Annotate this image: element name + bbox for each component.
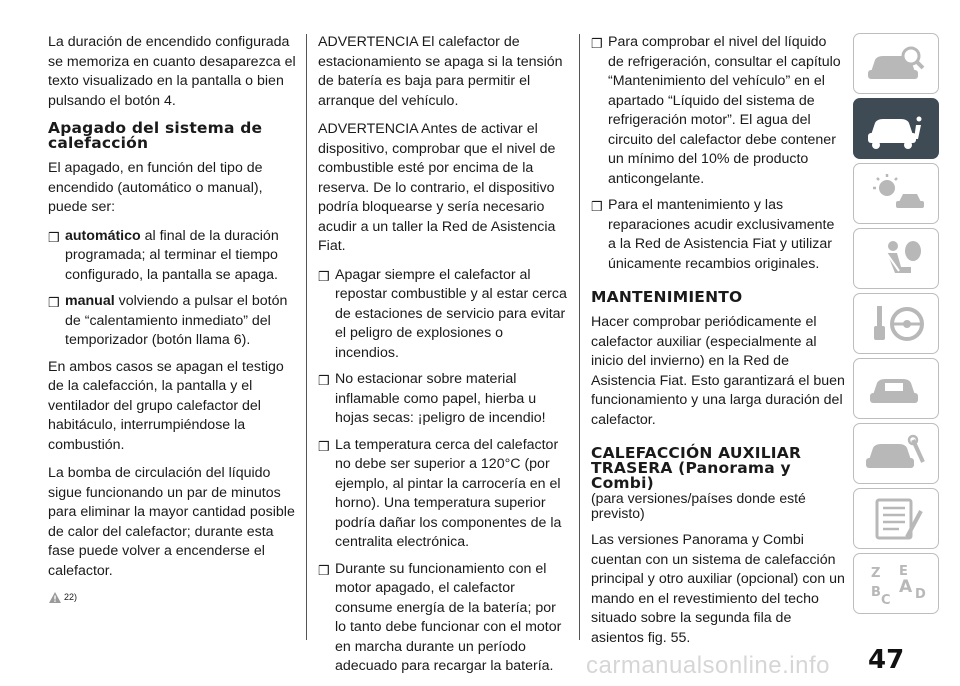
- tab-car-info[interactable]: [853, 98, 939, 159]
- tab-alphabetical-index[interactable]: [853, 553, 939, 614]
- bullet-box-icon: ❒: [591, 36, 603, 51]
- bullet-text: Para comprobar el nivel del líquido de refrigeración, consultar el capítulo “Mantenimiento del vehículo” en el apartado “Líquido del sistema de refrigeración motor”. El agua del circuito del calefactor debe contener un mínimo del 10% de producto anticongelante.: [608, 34, 841, 187]
- airbag-seat-icon: [863, 237, 929, 281]
- paragraph: Las versiones Panorama y Combi cuentan con un sistema de calefacción principal y otro auxiliar (opcional) con un mando en el revestimiento del techo situado sobre la segunda fila de asientos fig. 55.: [591, 532, 845, 646]
- car-maintenance-icon: [863, 432, 929, 476]
- bullet-box-icon: ❒: [318, 438, 330, 454]
- svg-text:E: E: [899, 563, 908, 579]
- list-item: [591, 33, 845, 189]
- tab-car-maintenance[interactable]: [853, 423, 939, 484]
- section-heading: CALEFACCIÓN AUXILIAR TRASERA (Panorama y Combi): [591, 444, 802, 492]
- watermark: carmanualsonline.info: [586, 652, 830, 679]
- list-item: [48, 227, 298, 286]
- bullet-text: La temperatura cerca del calefactor no debe ser superior a 120°C (por ejemplo, al pintar la carrocería en el horno). Una temperatura superior podría dañar los componentes de la centralita electrónica.: [335, 436, 562, 550]
- column-divider: [579, 34, 580, 640]
- warning-triangle-icon: [48, 591, 62, 604]
- svg-text:C: C: [881, 592, 891, 606]
- bullet-text: Para el mantenimiento y las reparaciones acudir exclusivamente a la Red de Asistencia Fiat y utilizar únicamente recambios originales.: [608, 197, 835, 272]
- key-steering-wheel-icon: [863, 302, 929, 346]
- car-info-icon: [863, 107, 929, 151]
- column-1: [48, 33, 298, 608]
- tab-car-search[interactable]: [853, 33, 939, 94]
- tab-warning-lights[interactable]: [853, 163, 939, 224]
- paragraph: Hacer comprobar periódicamente el calefactor auxiliar (especialmente al inicio del invierno) en la Red de Asistencia Fiat. Esto garantizará el buen funcionamiento y una larga duración del calefactor.: [591, 314, 845, 428]
- bullet-box-icon: ❒: [318, 268, 330, 284]
- warning-ref-number: 22): [64, 592, 78, 602]
- section-heading: Apagado del sistema de calefacción: [48, 119, 263, 152]
- bullet-box-icon: ❒: [48, 229, 60, 245]
- list-item: [318, 370, 570, 429]
- list-item: [318, 560, 570, 677]
- bullet-term: automático: [65, 227, 141, 244]
- tab-airbag-seat[interactable]: [853, 228, 939, 289]
- bullet-box-icon: ❒: [318, 373, 330, 388]
- list-item: [318, 266, 570, 364]
- paragraph: En ambos casos se apagan el testigo de la calefacción, la pantalla y el ventilador del grupo calefactor del habitáculo, interrumpiéndose la combustión.: [48, 358, 284, 453]
- bullet-box-icon: ❒: [591, 199, 603, 214]
- bullet-box-icon: ❒: [48, 295, 60, 310]
- column-3: [591, 33, 845, 657]
- svg-text:D: D: [915, 586, 926, 602]
- svg-text:B: B: [871, 584, 881, 600]
- section-heading: MANTENIMIENTO: [591, 288, 743, 306]
- list-item: [591, 196, 845, 274]
- bullet-box-icon: ❒: [318, 562, 330, 578]
- bullet-text: No estacionar sobre material inflamable como papel, hierba u hojas secas: ¡peligro de incendio!: [335, 371, 546, 426]
- paragraph: La bomba de circulación del líquido sigue funcionando un par de minutos para eliminar la mayor cantidad posible de calor del calefactor; durante esta fase puede volver a encenderse el calefactor.: [48, 465, 295, 579]
- svg-text:Z: Z: [871, 565, 881, 581]
- warning-paragraph: ADVERTENCIA El calefactor de estacionamiento se apaga si la tensión de batería es baja para permitir el arranque del vehículo.: [318, 34, 563, 109]
- bullet-term: manual: [65, 293, 115, 309]
- warning-lights-icon: [863, 172, 929, 216]
- bullet-text: Durante su funcionamiento con el motor apagado, el calefactor consume energía de la batería; por lo tanto debe funcionar con el motor en marcha durante un período adecuado para recargar la batería.: [335, 560, 562, 674]
- technical-data-icon: [863, 497, 929, 541]
- bullet-text: al final de la duración programada; al terminar el tiempo configurado, la pantalla se apaga.: [65, 227, 279, 283]
- tab-technical-data[interactable]: [853, 488, 939, 549]
- bullet-text: volviendo a pulsar el botón de “calentamiento inmediato” del temporizador (botón llama 6).: [65, 293, 288, 348]
- car-search-icon: [863, 42, 929, 86]
- warning-paragraph: ADVERTENCIA Antes de activar el dispositivo, comprobar que el nivel de combustible esté por encima de la reserva. De lo contrario, el dispositivo podría bloquearse y sería necesario acudir a un taller la Red de Asistencia Fiat.: [318, 121, 556, 254]
- bullet-text: Apagar siempre el calefactor al repostar combustible y al estar cerca de estaciones de servicio para evitar el peligro de explosiones o incendios.: [335, 266, 567, 361]
- warning-reference: [48, 588, 298, 608]
- paragraph: El apagado, en función del tipo de encendido (automático o manual), puede ser:: [48, 160, 263, 215]
- list-item: [48, 292, 298, 351]
- list-item: [318, 436, 570, 553]
- column-divider: [306, 34, 307, 640]
- chapter-sidebar: [853, 33, 943, 618]
- column-2: [318, 33, 570, 684]
- tab-key-steering[interactable]: [853, 293, 939, 354]
- svg-text:A: A: [899, 576, 913, 597]
- page-number: 47: [868, 645, 905, 675]
- paragraph: La duración de encendido configurada se memoriza en cuanto desaparezca el texto visualizado en la pantalla o bien pulsando el botón 4.: [48, 34, 296, 109]
- section-subheading: (para versiones/países donde esté previsto): [591, 490, 806, 521]
- alphabetical-index-icon: [863, 562, 929, 606]
- car-breakdown-icon: [863, 367, 929, 411]
- tab-car-breakdown[interactable]: [853, 358, 939, 419]
